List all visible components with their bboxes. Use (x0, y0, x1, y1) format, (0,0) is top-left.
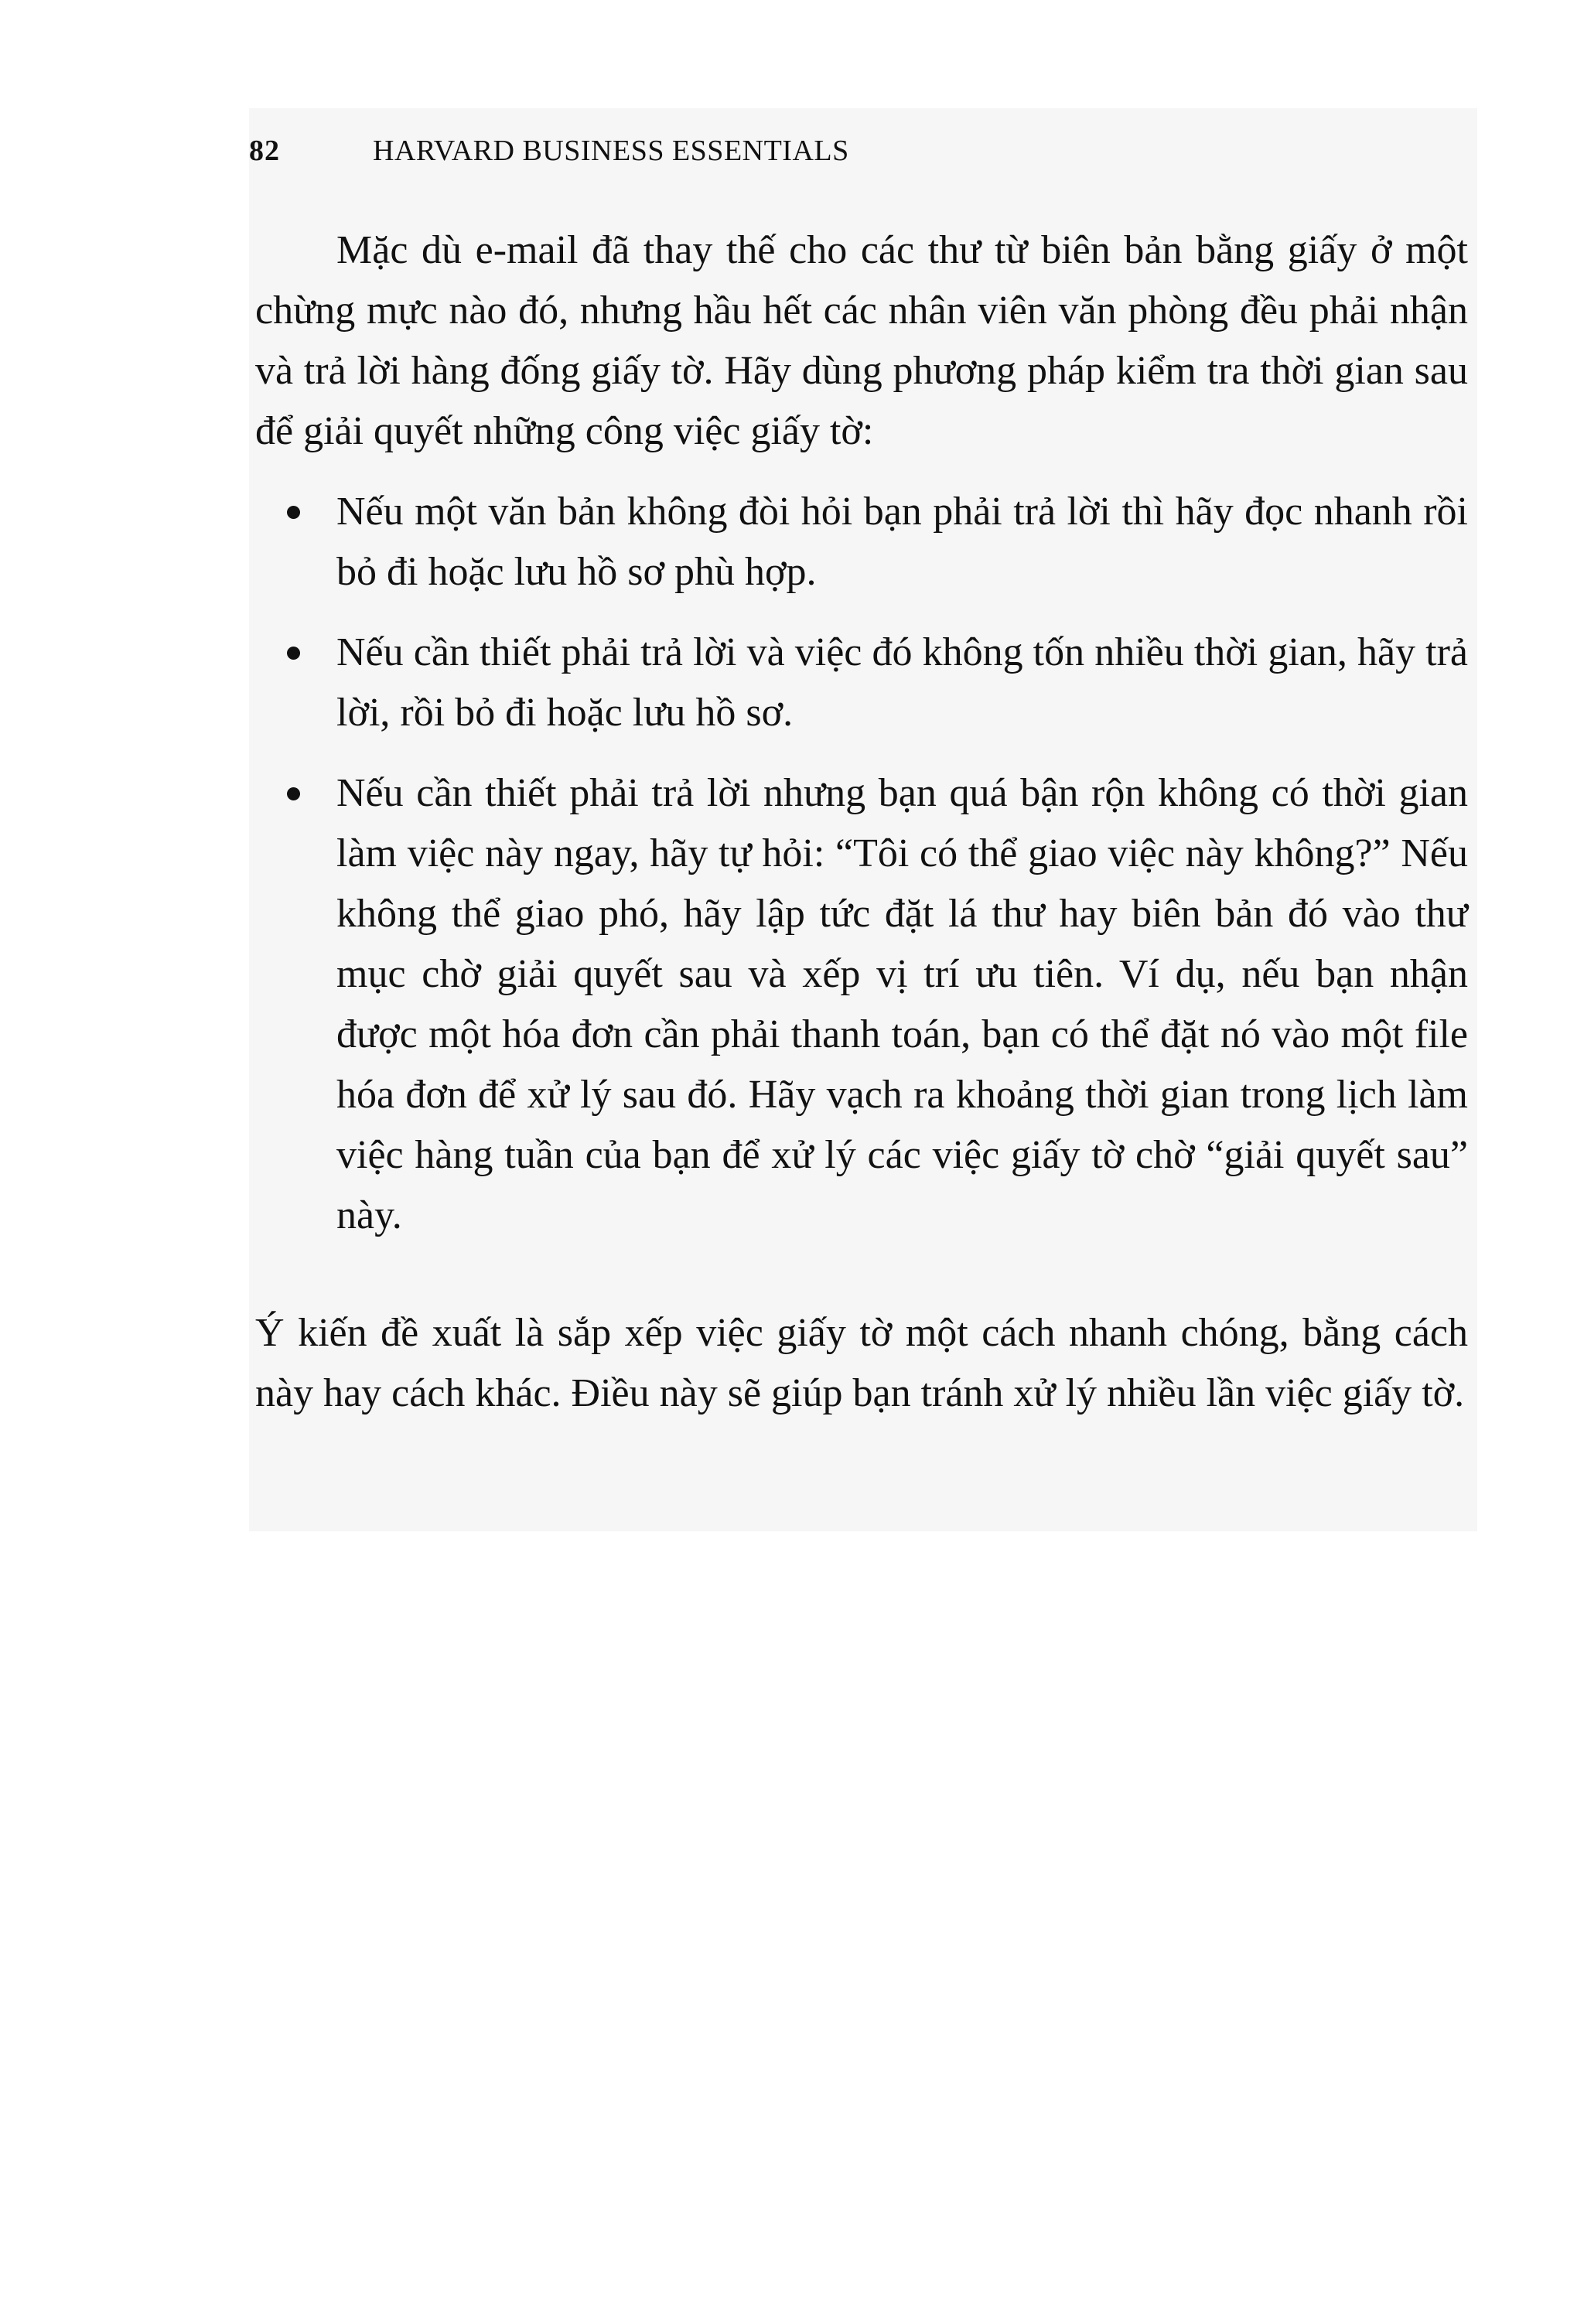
list-item (336, 763, 1468, 1246)
bullet-icon (287, 647, 300, 660)
running-title: HARVARD BUSINESS ESSENTIALS (373, 135, 849, 167)
bullet-text: Nếu cần thiết phải trả lời nhưng bạn quá bận rộn không có thời gian làm việc này ngay, hãy tự hỏi: “Tôi có thể giao việc này không?” Nếu không thể giao phó, hãy lập tức đặt lá thư hay biên bản đó vào thư mục chờ giải quyết sau và xếp vị trí ưu tiên. Ví dụ, nếu bạn nhận được một hóa đơn cần phải thanh toán, bạn có thể đặt nó vào một file hóa đơn để xử lý sau đó. Hãy vạch ra khoảng thời gian trong lịch làm việc hàng tuần của bạn để xử lý các việc giấy tờ chờ “giải quyết sau” này. (336, 771, 1468, 1237)
bullet-text: Nếu một văn bản không đòi hỏi bạn phải trả lời thì hãy đọc nhanh rồi bỏ đi hoặc lưu hồ sơ phù hợp. (336, 490, 1468, 594)
list-item (336, 482, 1468, 602)
body-text (255, 220, 1468, 1424)
list-item (336, 623, 1468, 743)
closing-paragraph: Ý kiến đề xuất là sắp xếp việc giấy tờ một cách nhanh chóng, bằng cách này hay cách khác. Điều này sẽ giúp bạn tránh xử lý nhiều lần việc giấy tờ. (255, 1311, 1468, 1415)
bullet-icon (287, 506, 300, 519)
intro-paragraph: Mặc dù e-mail đã thay thế cho các thư từ biên bản bằng giấy ở một chừng mực nào đó, nhưng hầu hết các nhân viên văn phòng đều phải nhận và trả lời hàng đống giấy tờ. Hãy dùng phương pháp kiểm tra thời gian sau để giải quyết những công việc giấy tờ: (255, 228, 1468, 453)
page-number: 82 (249, 135, 280, 167)
running-header (249, 131, 849, 170)
bullet-text: Nếu cần thiết phải trả lời và việc đó không tốn nhiều thời gian, hãy trả lời, rồi bỏ đi hoặc lưu hồ sơ. (336, 630, 1468, 735)
bullet-list (255, 482, 1468, 1246)
bullet-icon (287, 787, 300, 800)
